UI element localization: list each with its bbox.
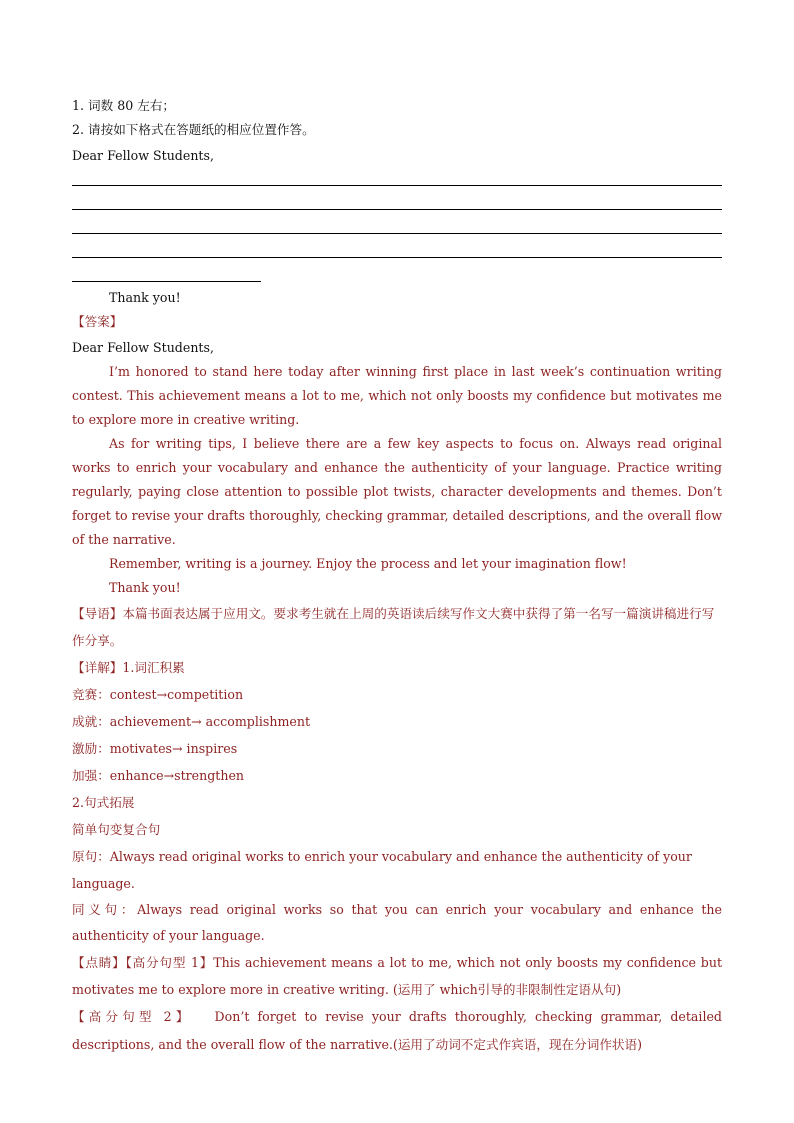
answer-line-5 — [72, 281, 261, 282]
detail-section-2-title: 2.句式拓展 — [72, 795, 135, 810]
highlight-type-2 — [72, 1003, 722, 1059]
letter-greeting: Dear Fellow Students, — [72, 148, 214, 163]
requirement-item-1: 1. 词数 80 左右； — [72, 98, 176, 113]
vocab-item-4: 加强：enhance→strengthen — [72, 768, 245, 783]
answer-line-3 — [72, 233, 722, 234]
highlight-type-1 — [72, 949, 722, 1003]
answer-paragraph-3: Remember, writing is a journey. Enjoy the process and let your imagination flow! — [109, 556, 627, 571]
answer-paragraph-1: I’m honored to stand here today after winning first place in last week’s continuation writing contest. This achievement means a lot to me, which not only boosts my confidence but motivates me to explore more in creative writing. — [72, 364, 722, 427]
synonym-sentence: 同义句：Always read original works so that you can enrich your vocabulary and enhance the authenticity of your language. — [72, 902, 722, 943]
highlight-label: 【点睛】 — [72, 955, 126, 970]
highlight-type-2-text: Don’t forget to revise your drafts thoroughly, checking grammar, detailed descriptions, and the overall flow of the narrative.(运用了动词不定式作宾语，现在分词作状语) — [72, 1009, 722, 1052]
answer-line-1 — [72, 185, 722, 186]
document-content — [72, 94, 722, 1059]
answer-closing: Thank you! — [109, 580, 181, 595]
answer-paragraph-2: As for writing tips, I believe there are a few key aspects to focus on. Always read original works to enrich your vocabulary and enhance the authenticity of your language. Practice writing regularly, paying close attention to possible plot twists, character developments and themes. Don’t forget to revise your drafts thoroughly, checking grammar, detailed descriptions, and the overall flow of the narrative. — [72, 436, 722, 547]
guide-paragraph — [72, 600, 722, 654]
guide-text: 本篇书面表达属于应用文。要求考生就在上周的英语读后续写作文大赛中获得了第一名写一篇演讲稿进行写作分享。 — [72, 606, 715, 648]
answer-label: 【答案】 — [72, 314, 123, 329]
vocab-item-2: 成就：achievement→ accomplishment — [72, 714, 311, 729]
detail-heading — [72, 654, 722, 681]
answer-line-2 — [72, 209, 722, 210]
requirement-item-2: 2. 请按如下格式在答题纸的相应位置作答。 — [72, 122, 315, 137]
answer-greeting: Dear Fellow Students, — [72, 340, 214, 355]
detail-subheading: 简单句变复合句 — [72, 822, 161, 837]
vocab-item-1: 竞赛：contest→competition — [72, 687, 244, 702]
letter-closing: Thank you! — [109, 290, 181, 305]
highlight-type-1-label: 【高分句型 1】 — [125, 955, 214, 970]
highlight-type-2-label: 【高分句型 2】 — [72, 1009, 193, 1024]
vocab-item-3: 激励：motivates→ inspires — [72, 741, 238, 756]
original-sentence: 原句：Always read original works to enrich your vocabulary and enhance the authenticity of your language. — [72, 849, 692, 891]
detail-section-1-title: 1.词汇积累 — [122, 660, 185, 675]
highlight-type-1-text: This achievement means a lot to me, which not only boosts my confidence but motivates me to explore more in creative writing. (运用了 which引导的非限制性定语从句) — [72, 955, 723, 997]
detail-label: 【详解】 — [72, 660, 123, 675]
guide-label: 【导语】 — [72, 606, 123, 621]
answer-line-4 — [72, 257, 722, 258]
